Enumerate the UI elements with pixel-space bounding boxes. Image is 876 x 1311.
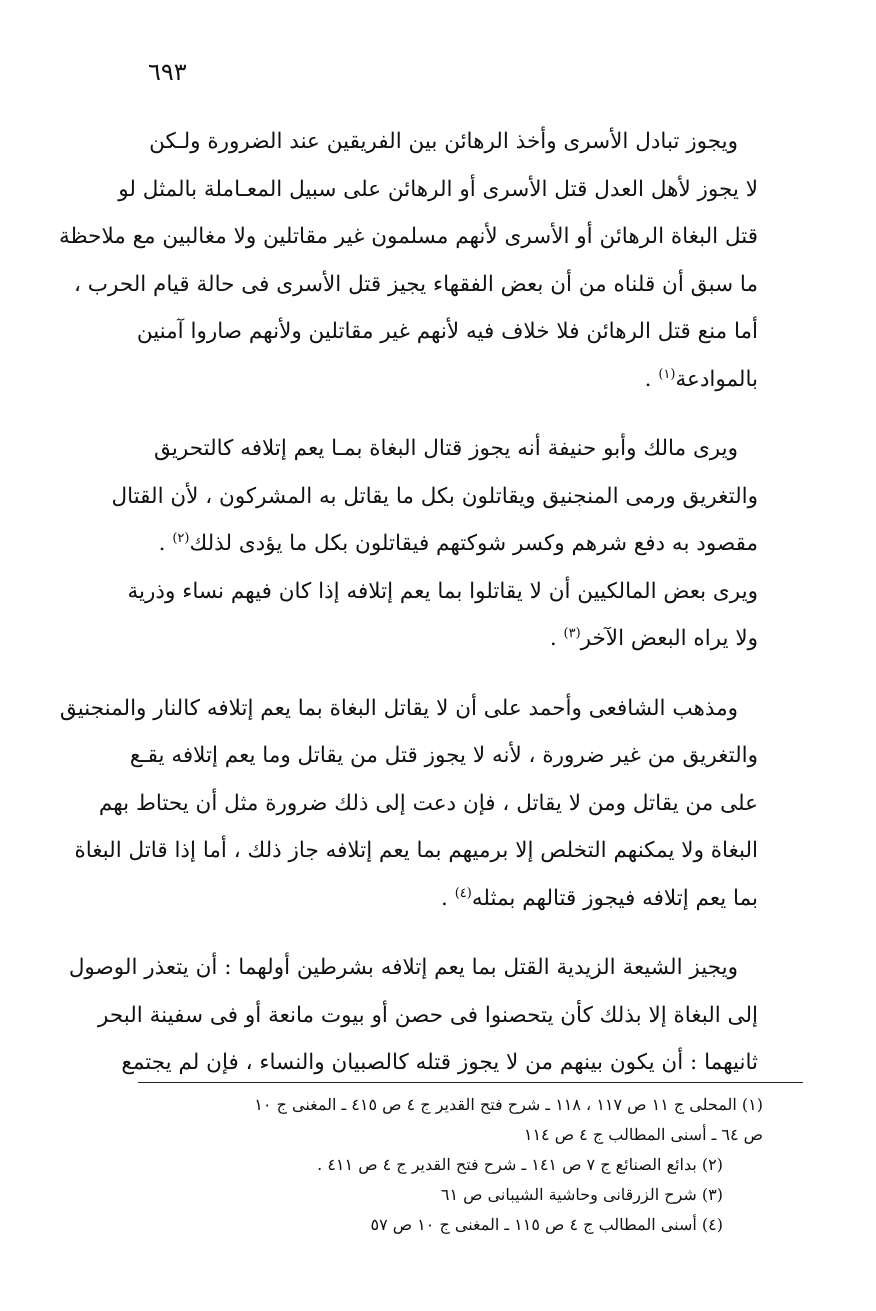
footnote-line: (٣) شرح الزرقانى وحاشية الشيبانى ص ٦١ [440, 1185, 723, 1204]
text-line: إلى البغاة إلا بذلك كأن يتحصنوا فى حصن أو بيوت مانعة أو فى سفينة البحر [98, 1002, 758, 1028]
footnote-line: (٢) بدائع الصنائع ج ٧ ص ١٤١ ـ شرح فتح القدير ج ٤ ص ٤١١ . [317, 1155, 723, 1174]
text-line: بما يعم إتلافه فيجوز قتالهم بمثله$^{(٤)}$ . [441, 885, 758, 911]
text-line: ثانيهما : أن يكون بينهم من لا يجوز قتله كالصبيان والنساء ، فإن لم يجتمع [121, 1050, 758, 1075]
paragraph-4 [68, 944, 758, 1087]
footnote-ref: (٢) [172, 530, 190, 546]
paragraph-1 [58, 118, 758, 403]
text-line: البغاة ولا يمكنهم التخلص إلا برميهم بما يعم إتلافه جاز ذلك ، أما إذا قاتل البغاة [74, 838, 758, 863]
footnote-ref: (٣) [563, 625, 581, 641]
footnote-line: ص ٦٤ ـ أسنى المطالب ج ٤ ص ١١٤ [523, 1125, 763, 1144]
text-line: مقصود به دفع شرهم وكسر شوكتهم فيقاتلون بكل ما يؤدى لذلك$^{(٢)}$ . [158, 530, 758, 556]
page-number: ٦٩٣ [148, 58, 187, 86]
text-fragment: مقصود به دفع شرهم وكسر شوكتهم فيقاتلون بكل ما يؤدى لذلك [189, 531, 758, 556]
text-line: ما سبق أن قلناه من أن بعض الفقهاء يجيز قتل الأسرى فى حالة قيام الحرب ، [73, 271, 758, 297]
text-line: أما منع قتل الرهائن فلا خلاف فيه لأنهم غير مقاتلين ولأنهم صاروا آمنين [136, 319, 758, 344]
text-line: ويجيز الشيعة الزيدية القتل بما يعم إتلافه بشرطين أولهما : أن يتعذر الوصول [68, 955, 738, 980]
footnote-ref: (١) [658, 366, 676, 382]
text-line: قتل البغاة الرهائن أو الأسرى لأنهم مسلمون غير مقاتلين ولا مغالبين مع ملاحظة [58, 224, 758, 249]
text-line: ومذهب الشافعى وأحمد على أن لا يقاتل البغاة بما يعم إتلافه كالنار والمنجنيق [59, 695, 738, 721]
text-line: ويرى بعض المالكيين أن لا يقاتلوا بما يعم إتلافه إذا كان فيهم نساء وذرية [127, 578, 758, 604]
paragraph-2 [111, 425, 758, 663]
text-line: ويرى مالك وأبو حنيفة أنه يجوز قتال البغاة بمـا يعم إتلافه كالتحريق [153, 436, 738, 461]
footnote-line: (٤) أسنى المطالب ج ٤ ص ١١٥ ـ المغنى ج ١٠ ص ٥٧ [370, 1215, 723, 1234]
paragraph-3 [59, 685, 758, 923]
text-line: بالموادعة$^{(١)}$ . [644, 366, 758, 392]
footnote-ref: (٤) [454, 885, 472, 901]
footnote-line: (١) المحلى ج ١١ ص ١١٧ ، ١١٨ ـ شرح فتح القدير ج ٤ ص ٤١٥ ـ المغنى ج ١٠ [254, 1095, 763, 1114]
footnote-divider [138, 1082, 803, 1083]
text-line: لا يجوز لأهل العدل قتل الأسرى أو الرهائن على سبيل المعـاملة بالمثل لو [118, 176, 758, 202]
text-line: والتغريق من غير ضرورة ، لأنه لا يجوز قتل من يقاتل وما يعم إتلافه يقـع [129, 743, 758, 768]
text-fragment: بالموادعة [675, 366, 758, 392]
text-line: على من يقاتل ومن لا يقاتل ، فإن دعت إلى ذلك ضرورة مثل أن يحتاط بهم [98, 790, 758, 816]
footnotes [138, 1090, 763, 1240]
body-text [58, 118, 758, 1109]
text-fragment: بما يعم إتلافه فيجوز قتالهم بمثله [471, 885, 758, 911]
text-fragment: ولا يراه البعض الآخر [580, 626, 758, 651]
text-line: ولا يراه البعض الآخر$^{(٣)}$ . [549, 625, 758, 651]
text-line: والتغريق ورمى المنجنيق ويقاتلون بكل ما يقاتل به المشركون ، لأن القتال [111, 483, 758, 509]
text-line: ويجوز تبادل الأسرى وأخذ الرهائن بين الفريقين عند الضرورة ولـكن [149, 129, 738, 154]
